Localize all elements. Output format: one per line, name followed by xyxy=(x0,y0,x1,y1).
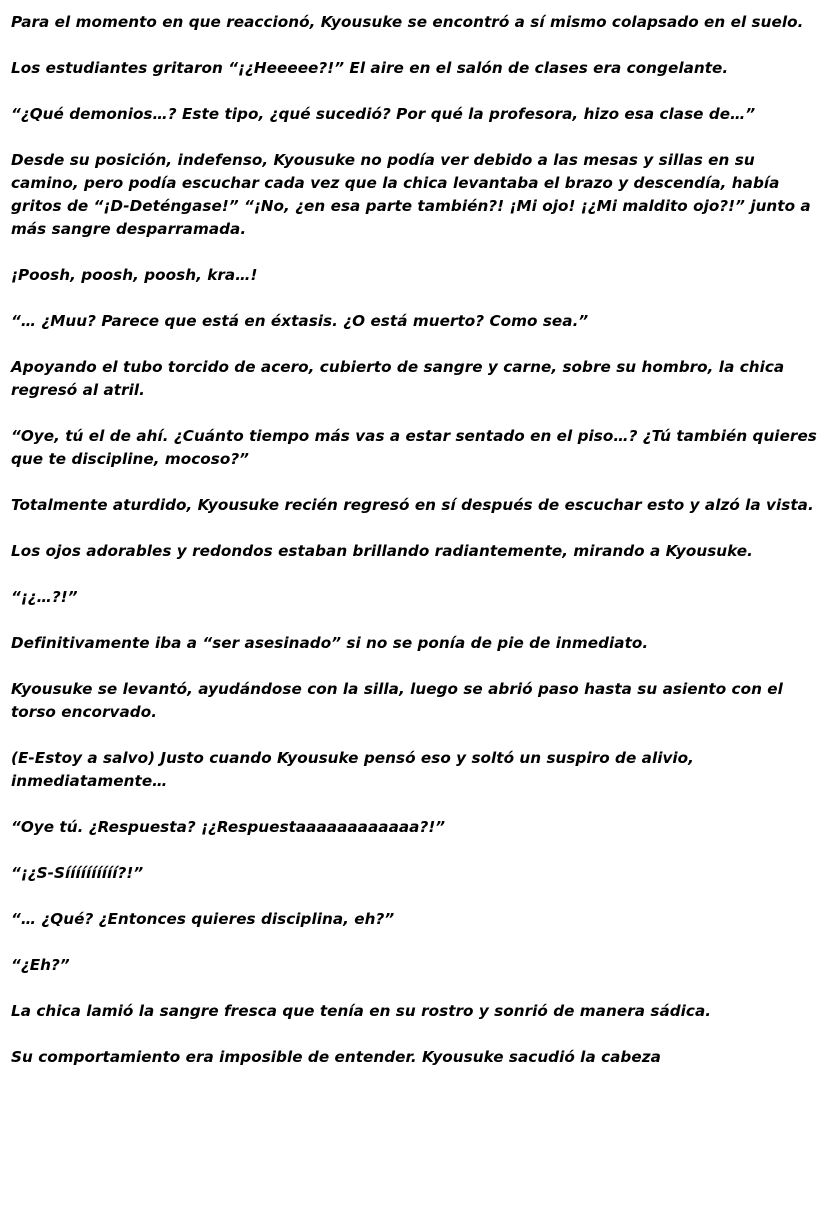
paragraph-7: Apoyando el tubo torcido de acero, cubierto de sangre y carne, sobre su hombro, la chica regresó al atril. xyxy=(11,358,785,399)
paragraph-19: La chica lamió la sangre fresca que tenía en su rostro y sonrió de manera sádica. xyxy=(11,1002,712,1020)
paragraph-15: “Oye tú. ¿Respuesta? ¡¿Respuestaaaaaaaaaaaa?!” xyxy=(11,818,446,836)
paragraph-9: Totalmente aturdido, Kyousuke recién regresó en sí después de escuchar esto y alzó la vista. xyxy=(11,496,814,514)
paragraph-6: “… ¿Muu? Parece que está en éxtasis. ¿O está muerto? Como sea.” xyxy=(11,312,589,330)
paragraph-10: Los ojos adorables y redondos estaban brillando radiantemente, mirando a Kyousuke. xyxy=(11,542,753,560)
paragraph-5: ¡Poosh, poosh, poosh, kra…! xyxy=(11,266,258,284)
paragraph-12: Definitivamente iba a “ser asesinado” si no se ponía de pie de inmediato. xyxy=(11,634,649,652)
paragraph-3: “¿Qué demonios…? Este tipo, ¿qué sucedió? Por qué la profesora, hizo esa clase de…” xyxy=(11,105,756,123)
paragraph-18: “¿Eh?” xyxy=(11,956,70,974)
paragraph-14: (E-Estoy a salvo) Justo cuando Kyousuke pensó eso y soltó un suspiro de alivio, inmediatamente… xyxy=(11,749,694,790)
paragraph-1: Para el momento en que reaccionó, Kyousuke se encontró a sí mismo colapsado en el suelo. xyxy=(11,13,804,31)
paragraph-17: “… ¿Qué? ¿Entonces quieres disciplina, eh?” xyxy=(11,910,395,928)
paragraph-2: Los estudiantes gritaron “¡¿Heeeee?!” El aire en el salón de clases era congelante. xyxy=(11,59,729,77)
paragraph-11: “¡¿…?!” xyxy=(11,588,78,606)
paragraph-16: “¡¿S-Síííííííííí?!” xyxy=(11,864,144,882)
document-body xyxy=(11,11,817,1065)
paragraph-8: “Oye, tú el de ahí. ¿Cuánto tiempo más vas a estar sentado en el piso…? ¿Tú también quieres que te discipline, mocoso?” xyxy=(11,427,817,468)
paragraph-20: Su comportamiento era imposible de entender. Kyousuke sacudió la cabeza xyxy=(11,1048,661,1065)
paragraph-4: Desde su posición, indefenso, Kyousuke no podía ver debido a las mesas y sillas en su camino, pero podía escuchar cada vez que la chica levantaba el brazo y descendía, había gritos de “¡D-Deténgase!” “¡No, ¿en esa parte también?! ¡Mi ojo! ¡¿Mi maldito ojo?!” junto a más sangre desparramada. xyxy=(11,151,811,238)
paragraph-13: Kyousuke se levantó, ayudándose con la silla, luego se abrió paso hasta su asiento con el torso encorvado. xyxy=(11,680,783,721)
